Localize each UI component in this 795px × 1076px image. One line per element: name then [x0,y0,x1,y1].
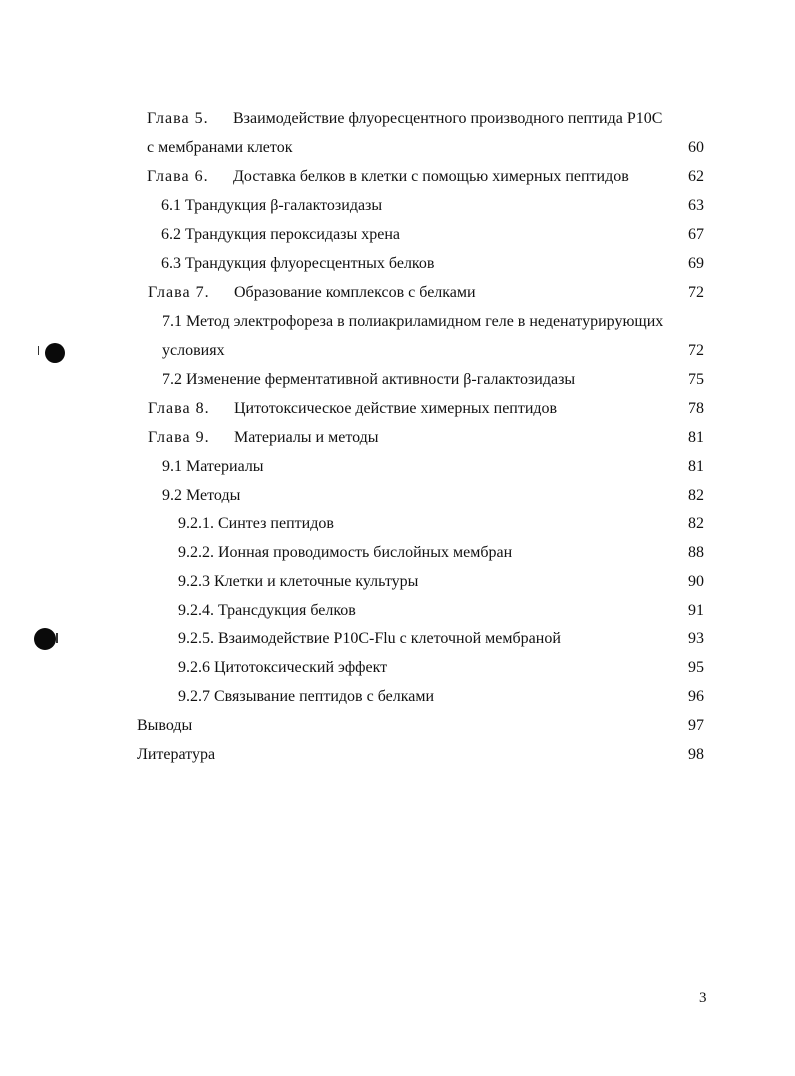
toc-entry-section-9-2: 9.2 Методы [162,487,241,504]
toc-page-number: 96 [688,688,704,705]
toc-entry-title-continuation: условиях [162,342,225,359]
chapter-title: Образование комплексов с белками [234,284,476,301]
toc-page-number: 97 [688,717,704,734]
toc-entry-chapter-5 [147,109,662,129]
toc-page-number: 72 [688,342,704,359]
chapter-number: Глава 8. [148,400,210,417]
scan-artifact [56,633,58,643]
chapter-number: Глава 6. [147,168,209,185]
toc-page-number: 82 [688,515,704,532]
toc-entry-subsection-9-2-1: 9.2.1. Синтез пептидов [178,515,334,532]
toc-entry-chapter-9 [148,428,379,448]
toc-page-number: 98 [688,746,704,763]
chapter-title: Материалы и методы [234,429,379,446]
toc-page-number: 90 [688,573,704,590]
toc-page-number: 75 [688,371,704,388]
toc-page-number: 82 [688,487,704,504]
chapter-number: Глава 5. [147,110,209,127]
toc-entry-section-7-1: 7.1 Метод электрофореза в полиакриламидном геле в неденатурирующих [162,313,664,330]
toc-entry-references: Литература [137,746,216,763]
toc-entry-section-6-3: 6.3 Трандукция флуоресцентных белков [161,255,435,272]
toc-entry-conclusions: Выводы [137,717,193,734]
chapter-title: Цитотоксическое действие химерных пептидов [234,400,558,417]
toc-entry-subsection-9-2-2: 9.2.2. Ионная проводимость бислойных мембран [178,544,513,561]
chapter-number: Глава 7. [148,284,210,301]
toc-page-number: 69 [688,255,704,272]
scan-artifact [38,346,39,355]
toc-page-number: 95 [688,659,704,676]
chapter-title: Доставка белков в клетки с помощью химерных пептидов [233,168,629,185]
toc-entry-subsection-9-2-4: 9.2.4. Трансдукция белков [178,602,356,619]
toc-entry-section-9-1: 9.1 Материалы [162,458,264,475]
chapter-title: Взаимодействие флуоресцентного производного пептида P10C [233,110,663,127]
toc-entry-chapter-8 [148,399,557,419]
toc-page-number: 88 [688,544,704,561]
toc-entry-subsection-9-2-6: 9.2.6 Цитотоксический эффект [178,659,388,676]
toc-page-number: 93 [688,630,704,647]
toc-page-number: 81 [688,458,704,475]
toc-page-number: 91 [688,602,704,619]
toc-page-number: 60 [688,139,704,156]
toc-entry-subsection-9-2-5: 9.2.5. Взаимодействие P10C-Flu с клеточной мембраной [178,630,561,647]
toc-entry-subsection-9-2-7: 9.2.7 Связывание пептидов с белками [178,688,435,705]
toc-entry-section-6-1: 6.1 Трандукция β-галактозидазы [161,197,383,214]
toc-page-number: 62 [688,168,704,185]
toc-entry-section-6-2: 6.2 Трандукция пероксидазы хрена [161,226,401,243]
toc-page-number: 63 [688,197,704,214]
toc-entry-title-continuation: с мембранами клеток [147,139,293,156]
toc-page-number: 81 [688,429,704,446]
page-number: 3 [699,990,707,1006]
toc-page-number: 72 [688,284,704,301]
toc-entry-section-7-2: 7.2 Изменение ферментативной активности β-галактозидазы [162,371,576,388]
toc-entry-chapter-6 [147,167,629,187]
punch-hole [34,628,56,650]
toc-entry-chapter-7 [148,283,476,303]
toc-page-number: 67 [688,226,704,243]
punch-hole [45,343,65,363]
toc-page-number: 78 [688,400,704,417]
chapter-number: Глава 9. [148,429,210,446]
toc-entry-subsection-9-2-3: 9.2.3 Клетки и клеточные культуры [178,573,419,590]
